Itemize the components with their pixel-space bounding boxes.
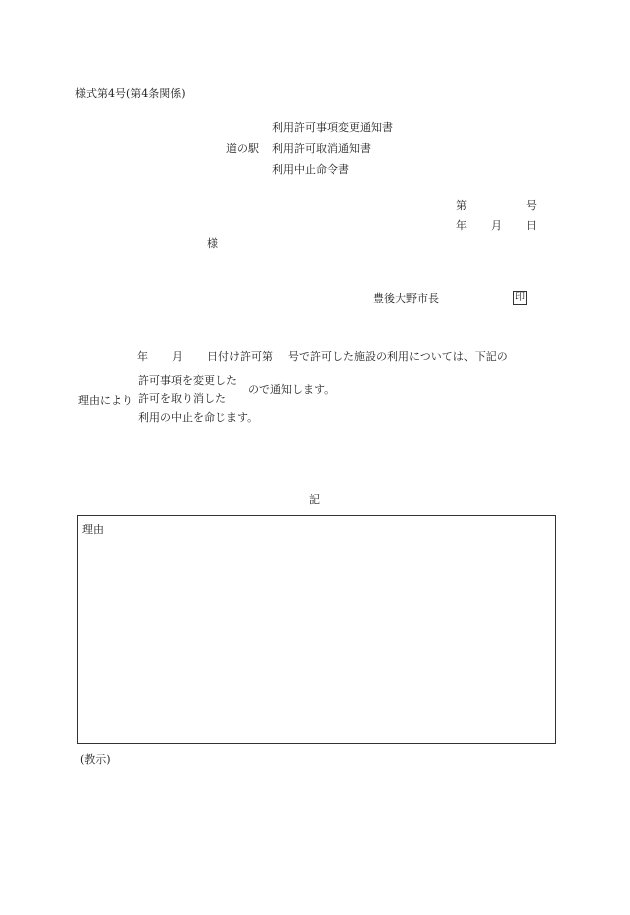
seal-stamp: 印 <box>515 292 525 303</box>
notice-suffix: ので通知します。 <box>248 383 336 396</box>
doc-number-go: 号 <box>526 199 537 212</box>
title-prefix: 道の駅 <box>226 142 259 155</box>
reason-box <box>77 515 556 744</box>
form-number: 様式第4号(第4条関係) <box>75 87 186 100</box>
body-year: 年 <box>137 350 148 363</box>
date-year: 年 <box>456 219 467 232</box>
date-day: 日 <box>526 219 537 232</box>
date-month: 月 <box>491 219 502 232</box>
option-cancel: 許可を取り消した <box>138 392 226 405</box>
doc-number-dai: 第 <box>456 199 467 212</box>
ki-heading: 記 <box>309 493 320 506</box>
issuer-name: 豊後大野市長 <box>373 292 439 305</box>
instruction-label: (教示) <box>80 753 111 766</box>
body-permit-text: 号で許可した施設の利用については、下記の <box>288 350 508 363</box>
reason-box-label: 理由 <box>82 523 104 536</box>
option-change: 許可事項を変更した <box>138 374 237 387</box>
addressee-suffix: 様 <box>207 237 218 250</box>
reason-lead: 理由により <box>78 394 133 407</box>
title-stop-order: 利用中止命令書 <box>272 163 349 176</box>
title-change-notice: 利用許可事項変更通知書 <box>272 121 393 134</box>
body-permit-date: 日付け許可第 <box>207 350 273 363</box>
body-month: 月 <box>172 350 183 363</box>
option-stop: 利用の中止を命じます。 <box>138 411 259 424</box>
title-cancel-notice: 利用許可取消通知書 <box>272 142 371 155</box>
